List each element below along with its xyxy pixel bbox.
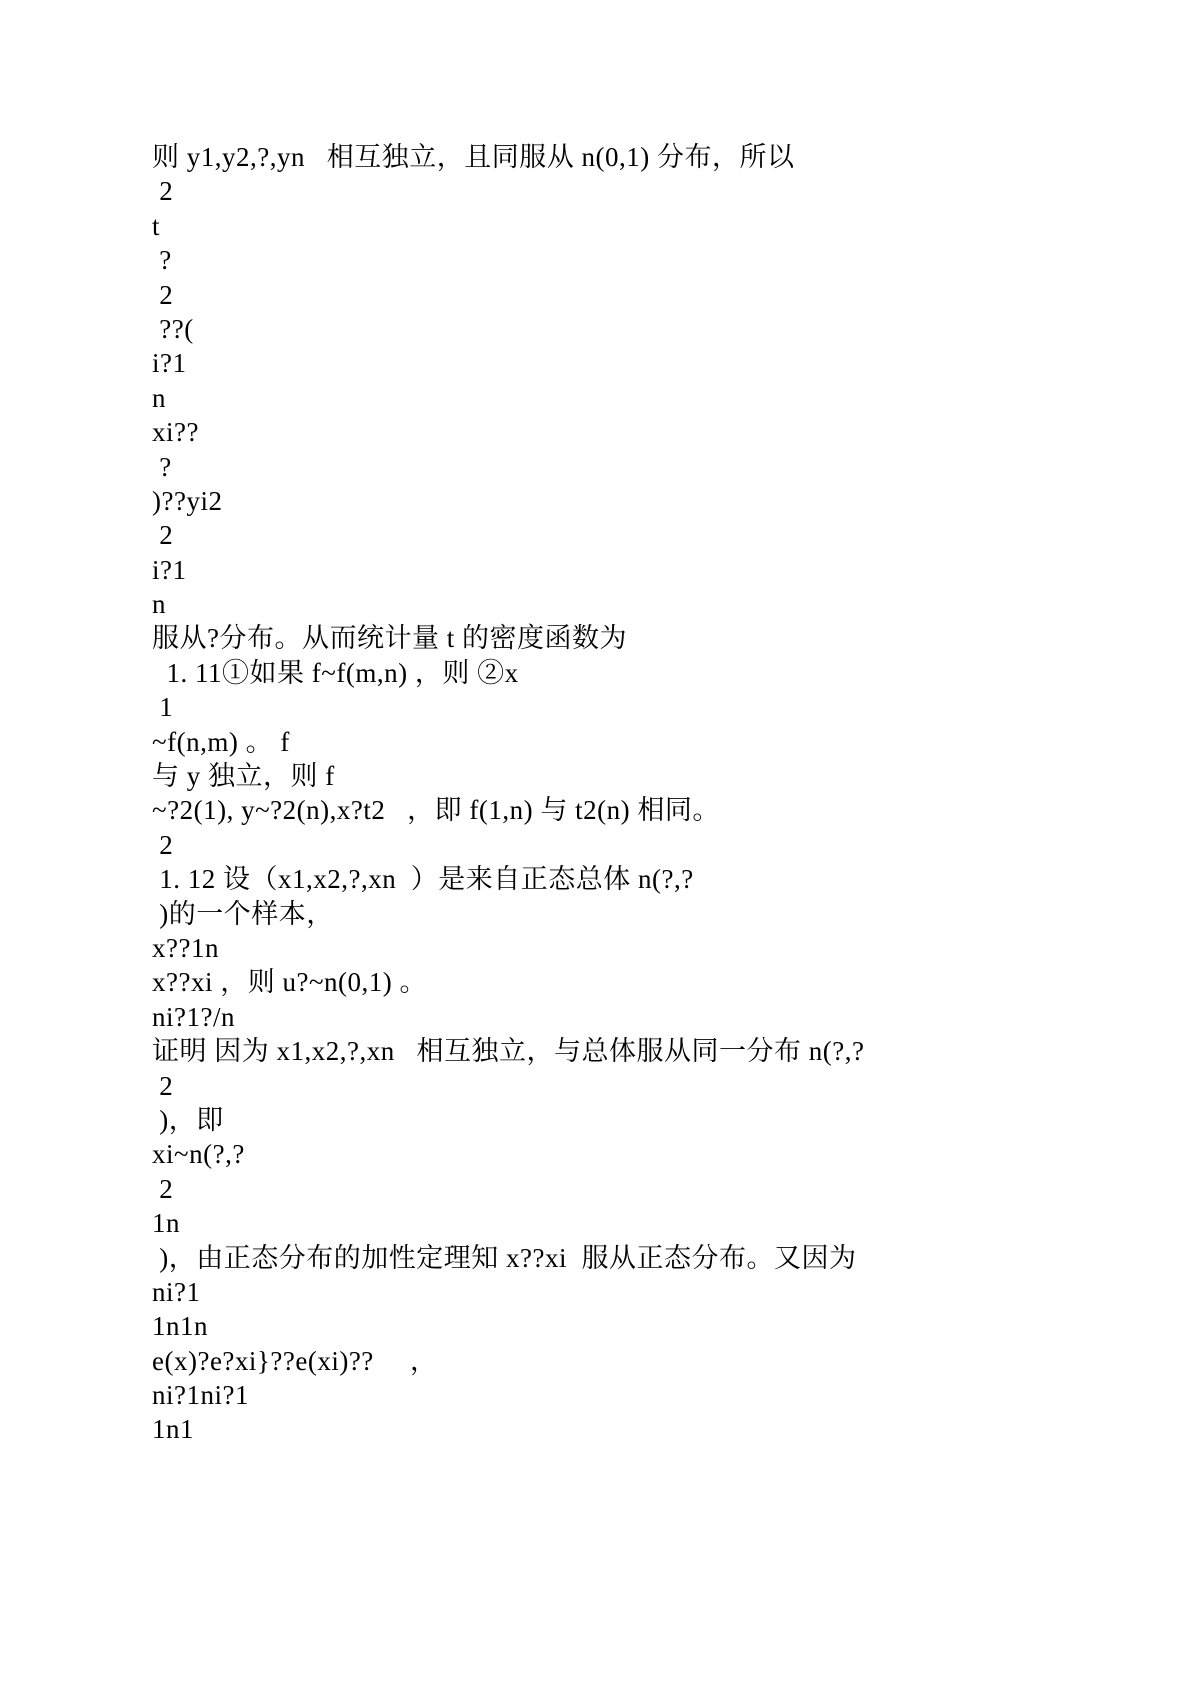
text-line: 2	[152, 279, 174, 310]
text-line: n	[152, 589, 166, 620]
text-line: 2	[152, 520, 174, 551]
text-line: 2	[152, 829, 174, 860]
text-line: 1. 12 设（x1,x2,?,xn ）是来自正态总体 n(?,?	[152, 864, 694, 895]
text-line: xi??	[152, 417, 199, 448]
text-line: ~f(n,m) 。 f	[152, 726, 290, 757]
text-line: )的一个样本，	[152, 898, 334, 929]
text-line: 2	[152, 1070, 174, 1101]
text-line: 证明 因为 x1,x2,?,xn 相互独立，与总体服从同一分布 n(?,?	[152, 1036, 865, 1067]
text-line: ~?2(1), y~?2(n),x?t2 ，即 f(1,n) 与 t2(n) 相同。	[152, 795, 720, 826]
text-line: xi~n(?,?	[152, 1139, 245, 1170]
text-line: 与 y 独立，则 f	[152, 761, 335, 792]
text-line: x??xi ，则 u?~n(0,1) 。	[152, 967, 428, 998]
text-line: )，由正态分布的加性定理知 x??xi 服从正态分布。又因为	[152, 1242, 857, 1273]
text-line: ??(	[152, 313, 194, 344]
text-line: ni?1ni?1	[152, 1380, 249, 1411]
text-line: 1	[152, 692, 174, 723]
text-line: i?1	[152, 348, 187, 379]
text-line: n	[152, 382, 166, 413]
text-line: ?	[152, 245, 172, 276]
text-line: ni?1	[152, 1276, 201, 1307]
text-line: )，即	[152, 1104, 224, 1135]
text-line: 则 y1,y2,?,yn 相互独立，且同服从 n(0,1) 分布，所以	[152, 142, 795, 172]
text-line: i?1	[152, 554, 187, 585]
document-body	[152, 140, 1052, 1447]
text-line: 1n	[152, 1208, 180, 1239]
text-line: ni?1?/n	[152, 1001, 235, 1032]
text-line: )??yi2	[152, 485, 223, 516]
text-line: e(x)?e?xi}??e(xi)?? ，	[152, 1345, 438, 1376]
text-line: 1n1n	[152, 1311, 208, 1342]
text-line: 1. 11①如果 f~f(m,n) ，则 ②x	[152, 657, 519, 688]
text-line: 1n1	[152, 1414, 194, 1445]
text-line: t	[152, 210, 161, 241]
text-line: x??1n	[152, 932, 219, 963]
text-line: 服从?分布。从而统计量 t 的密度函数为	[152, 623, 627, 654]
text-line: 2	[152, 1173, 174, 1204]
text-line: 2	[152, 176, 174, 207]
text-line: ?	[152, 451, 172, 482]
